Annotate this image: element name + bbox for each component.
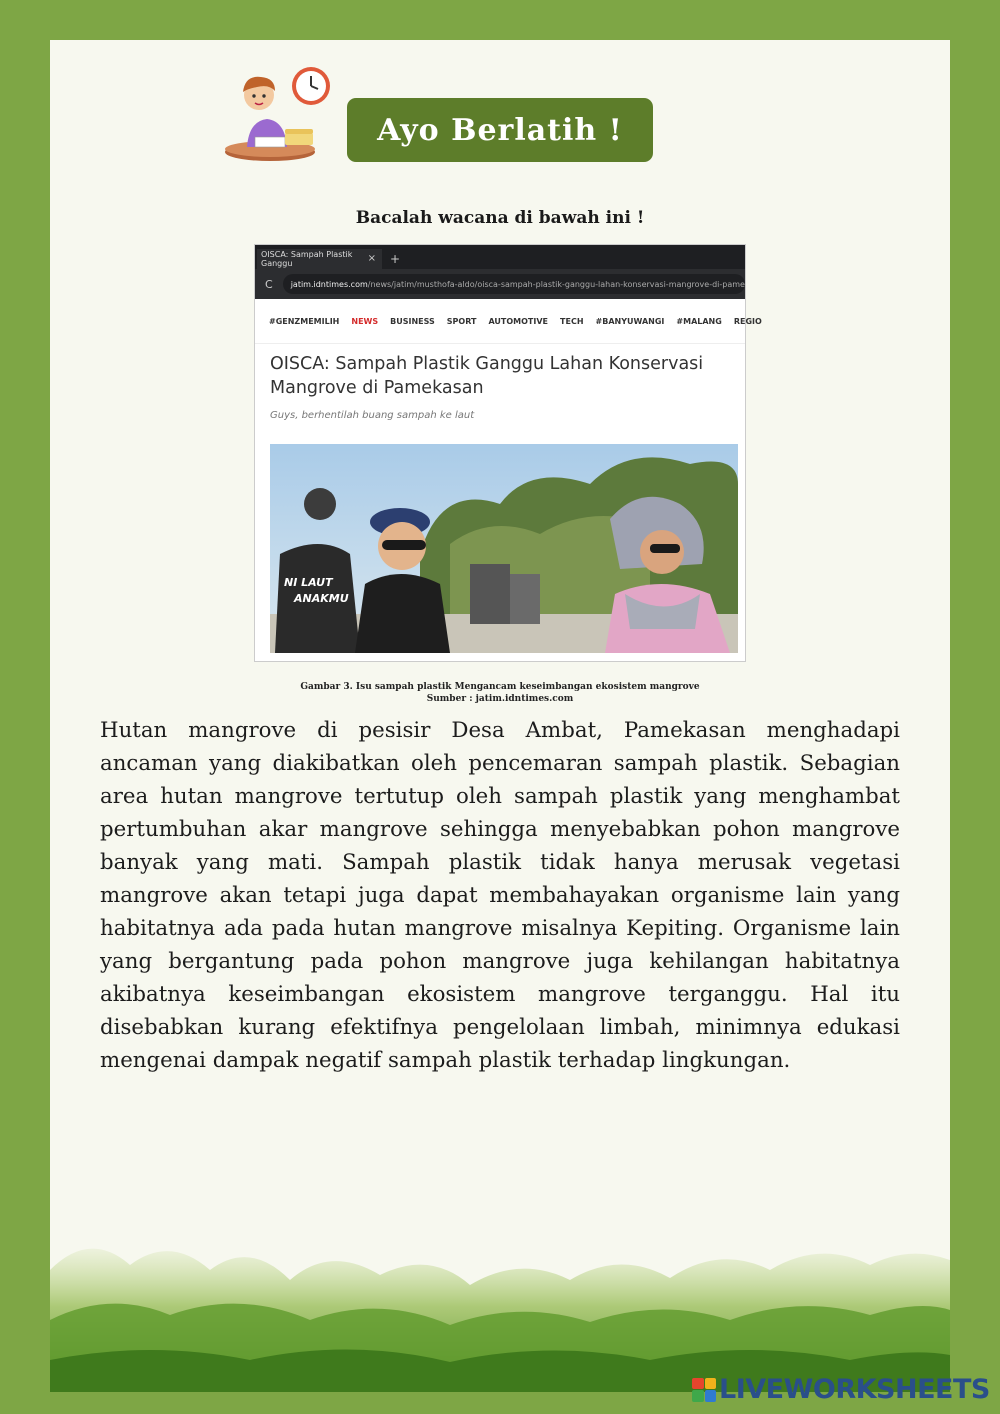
nav-item: TECH [560,316,584,326]
logo-icon [692,1378,716,1402]
figure-caption [50,681,950,705]
shirt-text-2: ANAKMU [294,592,349,605]
browser-tab-title: OISCA: Sampah Plastik Ganggu [261,250,353,268]
plus-icon: + [390,252,401,266]
logo-text: LIVEWORKSHEETS [719,1374,990,1405]
site-nav [255,299,762,344]
nav-item: #BANYUWANGI [595,316,665,326]
url-domain: jatim.idntimes.com [290,279,368,289]
page-title: Ayo Berlatih ! [347,98,653,162]
grass-decoration [50,1210,950,1392]
article-subtitle: Guys, berhentilah buang sampah ke laut [270,410,475,421]
caption-source: Sumber : jatim.idntimes.com [426,694,574,704]
article-photo [270,444,738,653]
nav-item: #GENZMEMILIH [269,316,340,326]
student-writing-illustration [225,65,340,165]
reload-icon: C [265,277,273,291]
news-article-screenshot [255,245,762,661]
shirt-text-1: NI LAUT [284,576,333,589]
article-title: OISCA: Sampah Plastik Ganggu Lahan Konservasi Mangrove di Pamekasan [270,354,704,398]
worksheet-page [50,40,950,1392]
reading-passage: Hutan mangrove di pesisir Desa Ambat, Pamekasan menghadapi ancaman yang diakibatkan oleh pencemaran sampah plastik. Sebagian area hutan mangrove tertutup oleh sampah plastik yang menghambat pertumbuhan akar mangrove sehingga menyebabkan pohon mangrove banyak yang mati. Sampah plastik tidak hanya merusak vegetasi mangrove akan tetapi juga dapat membahayakan organisme lain yang habitatnya ada pada hutan mangrove misalnya Kepiting. Organisme lain yang bergantung pada pohon mangrove juga kehilangan habitatnya akibatnya keseimbangan ekosistem mangrove terganggu. Hal itu disebabkan kurang efektifnya pengelolaan limbah, minimnya edukasi mengenai dampak negatif sampah plastik terhadap lingkungan. [100,718,900,1073]
liveworksheets-logo [692,1374,990,1405]
browser-url-bar [255,269,745,299]
url-field [283,274,745,294]
nav-item: AUTOMOTIVE [488,316,549,326]
nav-item-news: NEWS [351,316,379,326]
nav-item: REGIO [733,316,762,326]
url-path: /news/jatim/musthofa-aldo/oisca-sampah-plastik-ganggu-lahan-konservasi-mangrove-di-pame [367,279,745,289]
nav-item: #MALANG [676,316,722,326]
article-body [255,344,745,662]
browser-tab [257,249,382,269]
close-icon: × [367,253,376,264]
caption-line: Gambar 3. Isu sampah plastik Mengancam keseimbangan ekosistem mangrove [300,682,700,692]
nav-item: BUSINESS [390,316,435,326]
nav-item: SPORT [446,316,477,326]
instruction-text: Bacalah wacana di bawah ini ! [355,208,645,228]
browser-tab-bar [255,245,745,269]
